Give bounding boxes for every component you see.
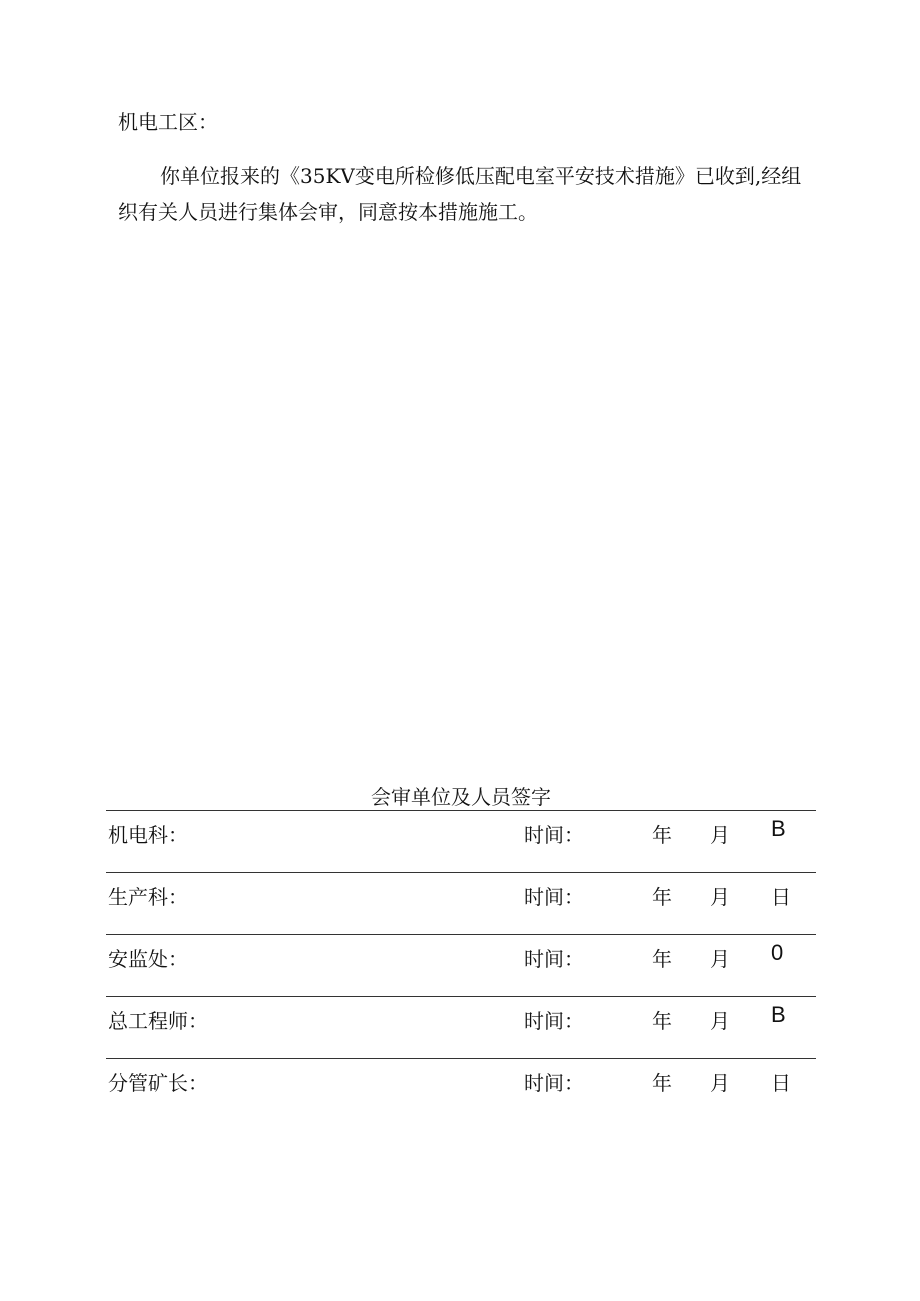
time-label: 时间： bbox=[524, 947, 584, 971]
time-label: 时间： bbox=[524, 1071, 584, 1095]
year-label: 年 bbox=[652, 1071, 672, 1095]
time-label: 时间： bbox=[524, 1009, 584, 1033]
unit-label: 分管矿长： bbox=[108, 1071, 208, 1095]
year-label: 年 bbox=[652, 823, 672, 847]
day-label: B bbox=[771, 816, 786, 841]
signature-table bbox=[106, 810, 816, 1120]
year-label: 年 bbox=[652, 1009, 672, 1033]
unit-label: 总工程师： bbox=[108, 1009, 208, 1033]
signature-title: 会审单位及人员签字 bbox=[371, 785, 551, 809]
unit-label: 生产科： bbox=[108, 885, 188, 909]
signature-row bbox=[106, 1059, 816, 1120]
year-label: 年 bbox=[652, 885, 672, 909]
month-label: 月 bbox=[710, 1009, 730, 1033]
month-label: 月 bbox=[710, 1071, 730, 1095]
body-line-2: 织有关人员进行集体会审，同意按本措施施工。 bbox=[118, 200, 538, 224]
time-label: 时间： bbox=[524, 823, 584, 847]
day-label: B bbox=[771, 1002, 786, 1027]
year-label: 年 bbox=[652, 947, 672, 971]
addressee: 机电工区： bbox=[118, 110, 218, 134]
signature-row bbox=[106, 873, 816, 935]
signature-row bbox=[106, 997, 816, 1059]
month-label: 月 bbox=[710, 823, 730, 847]
unit-label: 安监处： bbox=[108, 947, 188, 971]
time-label: 时间： bbox=[524, 885, 584, 909]
month-label: 月 bbox=[710, 947, 730, 971]
unit-label: 机电科： bbox=[108, 823, 188, 847]
body-line-1: 你单位报来的《35KV变电所检修低压配电室平安技术措施》已收到,经组 bbox=[160, 164, 802, 188]
day-label: 0 bbox=[771, 940, 784, 965]
letter-body bbox=[118, 158, 808, 230]
signature-row bbox=[106, 811, 816, 873]
month-label: 月 bbox=[710, 885, 730, 909]
day-label: 日 bbox=[771, 1071, 791, 1095]
signature-row bbox=[106, 935, 816, 997]
day-label: 日 bbox=[771, 885, 791, 909]
